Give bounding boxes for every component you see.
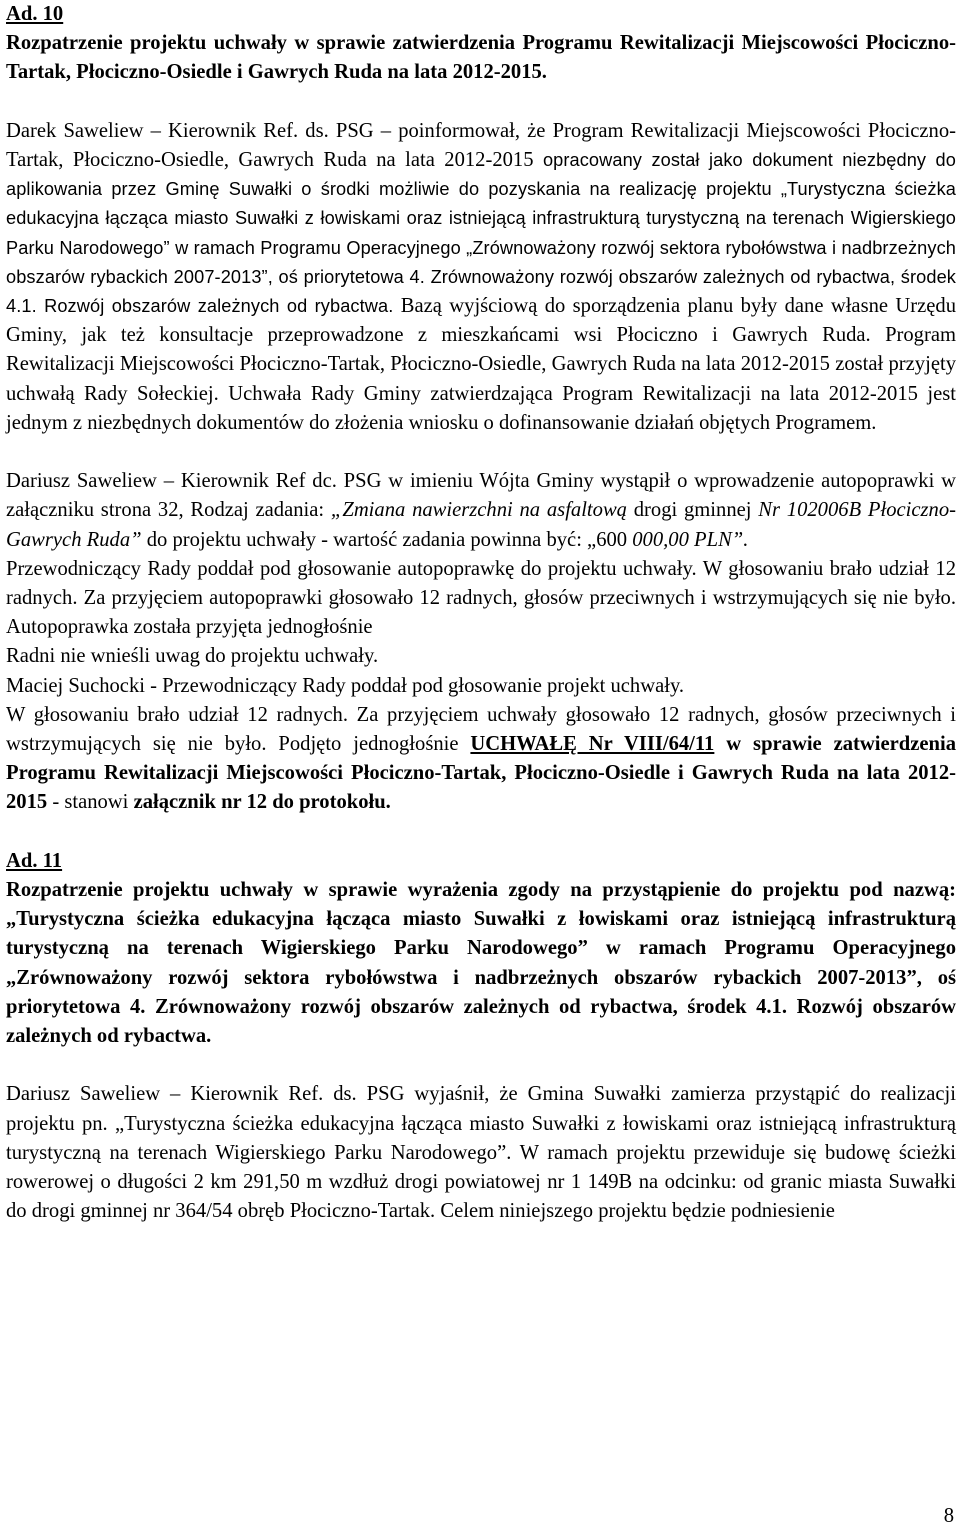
paragraph-2-italic-2: Nr 102006B Płociczno-Gawrych Ruda” bbox=[6, 499, 956, 551]
spacer bbox=[6, 818, 956, 847]
paragraph-1-intro: Darek Saweliew – Kierownik Ref. ds. PSG – poinformował, że Program Rewitalizacji Miejscowości Płociczno-Tartak, Płociczno-Osiedle, Gawrych Ruda na lata 2012-2015 bbox=[6, 119, 956, 171]
paragraph-2-rest: do projektu uchwały - wartość zadania powinna być: „600 bbox=[141, 528, 633, 551]
attachment-reference: załącznik nr 12 do protokołu. bbox=[133, 791, 391, 814]
paragraph-6 bbox=[6, 701, 956, 818]
paragraph-2-mid: drogi gminnej bbox=[626, 499, 759, 522]
section-heading: Ad. 11 bbox=[6, 849, 63, 872]
paragraph-1-rest: Bazą wyjściową do sporządzenia planu były dane własne Urzędu Gminy, jak też konsultacje przeprowadzone z mieszkańcami wsi Płociczno i Gawrych Ruda. Program Rewitalizacji Miejscowości Płociczno-Tartak, Płociczno-Osiedle, Gawrych Ruda na lata 2012-2015 został przyjęty uchwałą Rady Sołeckiej. Uchwała Rady Gminy zatwierdzająca Program Rewitalizacji na lata 2012-2015 jest jednym z niezbędnych dokumentów do złożenia wniosku o dofinansowanie działań objętych Programem. bbox=[6, 295, 956, 434]
document-page bbox=[6, 0, 956, 1226]
spacer bbox=[6, 88, 956, 117]
paragraph-1: Dariusz Saweliew – Kierownik Ref. ds. PSG wyjaśnił, że Gmina Suwałki zamierza przystąpić do realizacji projektu pn. „Turystyczna ścieżka edukacyjna łącząca miasto Suwałki z łowiskami oraz istniejącą infrastrukturą turystyczną na terenach Wigierskiego Parku Narodowego”. W ramach projektu przewiduje się budowę ścieżki rowerowej o długości 2 km 291,50 m wzdłuż drogi powiatowej nr 1 149B na odcinku: od granic miasta Suwałki do drogi gminnej nr 364/54 obręb Płociczno-Tartak. Celem niniejszego projektu będzie podniesienie bbox=[6, 1083, 956, 1223]
paragraph-2-italic-1: „Zmiana nawierzchni na asfaltową bbox=[330, 499, 627, 522]
paragraph-5: Maciej Suchocki - Przewodniczący Rady poddał pod głosowanie projekt uchwały. bbox=[6, 674, 685, 697]
section-ad-10 bbox=[6, 0, 956, 818]
spacer bbox=[6, 438, 956, 467]
section-title: Rozpatrzenie projektu uchwały w sprawie wyrażenia zgody na przystąpienie do projektu pod nazwą: „Turystyczna ścieżka edukacyjna łącząca miasto Suwałki z łowiskami oraz istniejącą infrastrukturą turystyczną na terenach Wigierskiego Parku Narodowego” w ramach Programu Operacyjnego „Zrównoważony rozwój sektora rybołówstwa i nadbrzeżnych obszarów rybackich 2007-2013”, oś priorytetowa 4. Zrównoważony rozwój obszarów zależnych od rybactwa, środek 4.1. Rozwój obszarów zależnych od rybactwa. bbox=[6, 879, 956, 1048]
paragraph-2-intro: Dariusz Saweliew – Kierownik Ref dc. PSG w imieniu Wójta Gminy wystąpił o wprowadzenie autopoprawki w załączniku strona 32, Rodzaj zadania: bbox=[6, 470, 956, 522]
paragraph-2 bbox=[6, 467, 956, 555]
paragraph-1 bbox=[6, 117, 956, 438]
page-number: 8 bbox=[943, 1505, 954, 1527]
paragraph-6-connector: - stanowi bbox=[47, 791, 134, 814]
paragraph-4: Radni nie wnieśli uwag do projektu uchwały. bbox=[6, 645, 379, 668]
paragraph-3: Przewodniczący Rady poddał pod głosowanie autopoprawkę do projektu uchwały. W głosowaniu brało udział 12 radnych. Za przyjęciem autopoprawki głosowało 12 radnych, głosów przeciwnych i wstrzymujących się nie było. Autopoprawka została przyjęta jednogłośnie bbox=[6, 557, 956, 639]
section-ad-11 bbox=[6, 847, 956, 1227]
resolution-number: UCHWAŁĘ Nr VIII/64/11 bbox=[470, 733, 715, 756]
paragraph-6-intro: W głosowaniu brało udział 12 radnych. Za przyjęciem uchwały głosowało 12 radnych, głosów przeciwnych i wstrzymujących się nie było. Podjęto jednogłośnie bbox=[6, 703, 956, 756]
resolution-title: w sprawie zatwierdzenia Programu Rewitalizacji Miejscowości Płociczno-Tartak, Płociczno-Osiedle i Gawrych Ruda na lata 2012-2015 bbox=[6, 733, 956, 814]
paragraph-2-italic-3: 000,00 PLN”. bbox=[632, 528, 749, 551]
paragraph-1-sans-text: opracowany został jako dokument niezbędny do aplikowania przez Gminę Suwałki o środki możliwie do pozyskania na realizację projektu „Turystyczna ścieżka edukacyjna łącząca miasto Suwałki z łowiskami oraz istniejącą infrastrukturą turystyczną na terenach Wigierskiego Parku Narodowego” w ramach Programu Operacyjnego „Zrównoważony rozwój sektora rybołówstwa i nadbrzeżnych obszarów rybackich 2007-2013”, oś priorytetowa 4. Zrównoważony rozwój obszarów zależnych od rybactwa, środek 4.1. Rozwój obszarów zależnych od rybactwa. bbox=[6, 150, 956, 317]
spacer bbox=[6, 1051, 956, 1080]
section-title: Rozpatrzenie projektu uchwały w sprawie zatwierdzenia Programu Rewitalizacji Miejscowości Płociczno-Tartak, Płociczno-Osiedle i Gawrych Ruda na lata 2012-2015. bbox=[6, 32, 956, 84]
section-heading: Ad. 10 bbox=[6, 3, 64, 25]
